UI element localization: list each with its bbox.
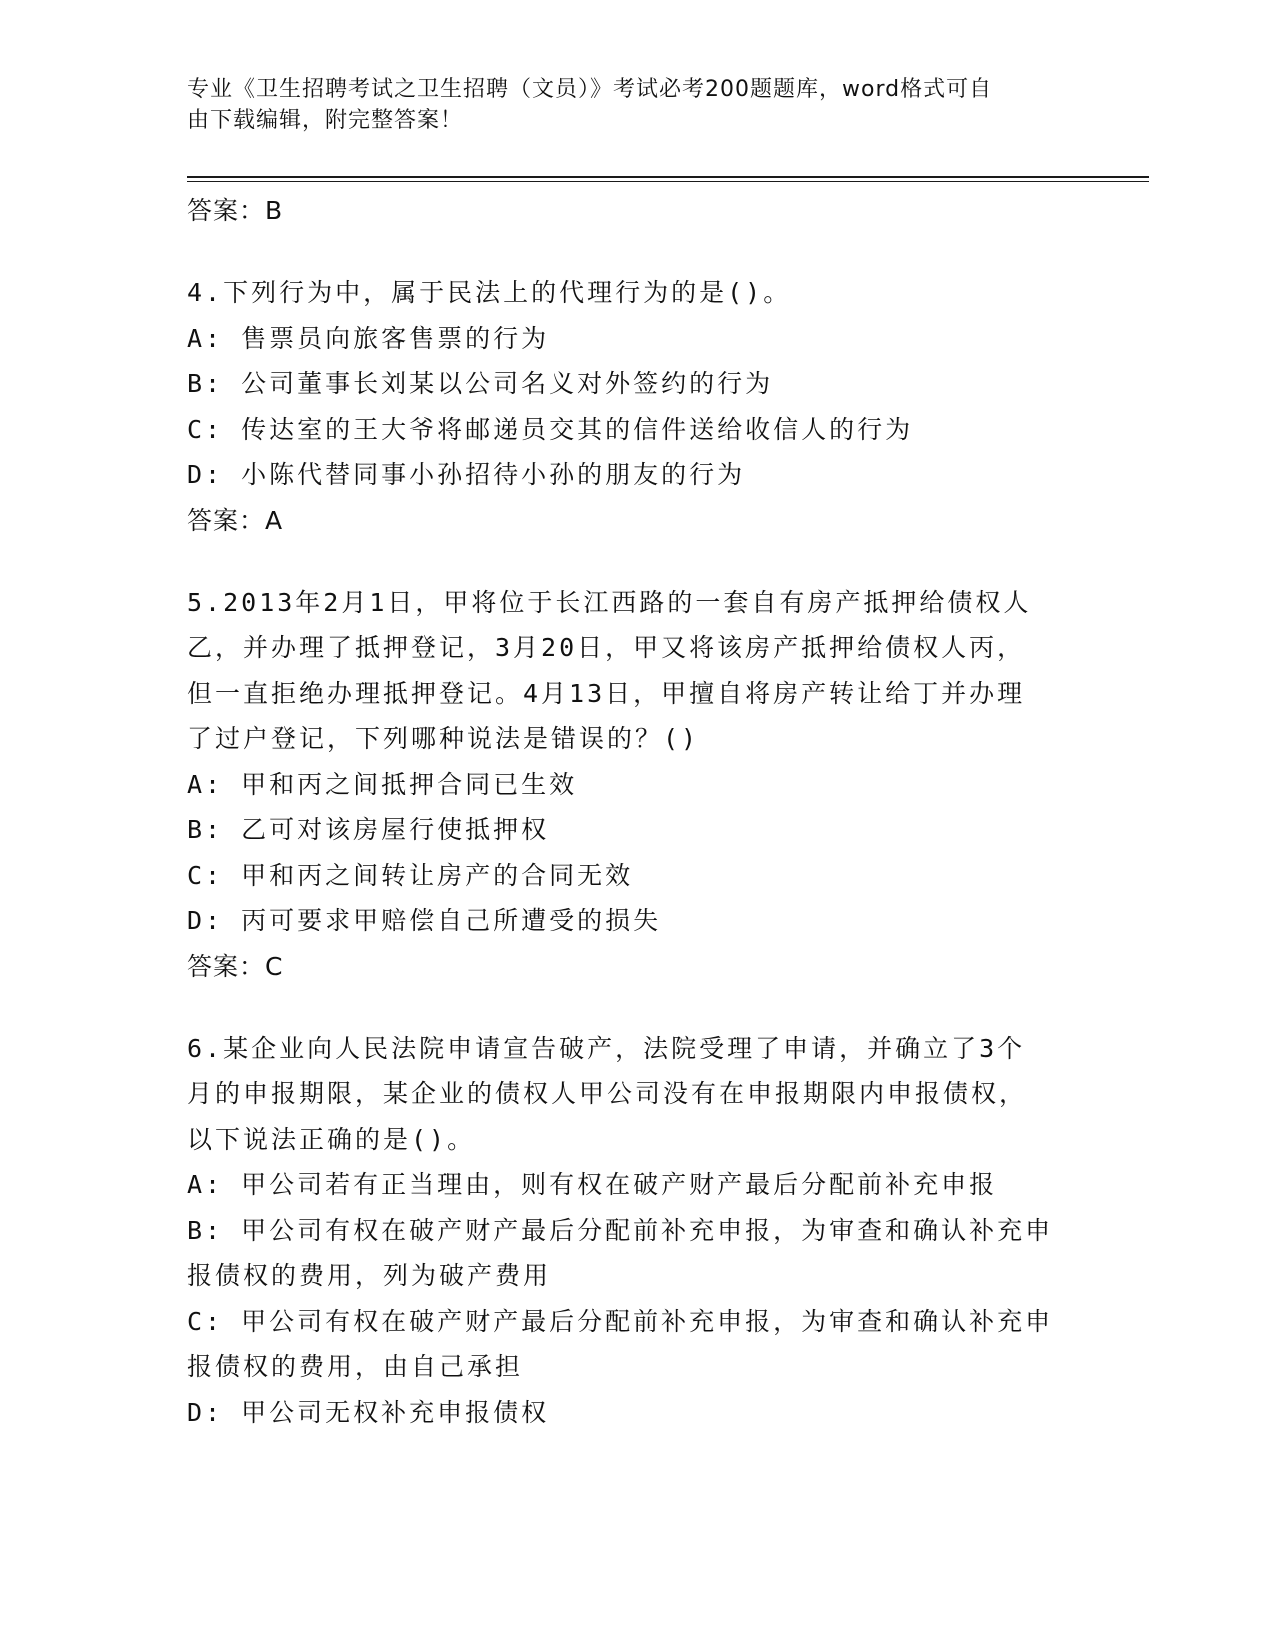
- header-divider-thin: [187, 181, 1149, 182]
- answer-label: 答案：C: [187, 951, 284, 981]
- option-c: C: 甲公司有权在破产财产最后分配前补充申报，为审查和确认补充申: [187, 1306, 1054, 1336]
- question-stem: 6.某企业向人民法院申请宣告破产，法院受理了申请，并确立了3个: [187, 1033, 1026, 1063]
- option-b: B: 乙可对该房屋行使抵押权: [187, 815, 550, 844]
- option-d: D: 丙可要求甲赔偿自己所遭受的损失: [187, 906, 662, 935]
- option-b: B: 公司董事长刘某以公司名义对外签约的行为: [187, 369, 774, 398]
- question-stem: 以下说法正确的是()。: [187, 1124, 476, 1154]
- question-stem: 但一直拒绝办理抵押登记。4月13日，甲擅自将房产转让给丁并办理: [187, 678, 1026, 708]
- option-a: A: 甲和丙之间抵押合同已生效: [187, 769, 578, 799]
- header-divider-thick: [187, 176, 1149, 178]
- option-c: C: 甲和丙之间转让房产的合同无效: [187, 860, 634, 890]
- question-block: [187, 1026, 1087, 1436]
- header-title-line-2: 由下载编辑，附完整答案！: [187, 108, 464, 133]
- header-title-line-1: 专业《卫生招聘考试之卫生招聘（文员）》考试必考200题题库，word格式可自: [187, 77, 993, 102]
- option-c-continued: 报债权的费用，由自己承担: [187, 1352, 524, 1381]
- option-d: D: 小陈代替同事小孙招待小孙的朋友的行为: [187, 460, 746, 489]
- option-d: D: 甲公司无权补充申报债权: [187, 1397, 550, 1427]
- option-c: C: 传达室的王大爷将邮递员交其的信件送给收信人的行为: [187, 414, 914, 444]
- question-stem: 5.2013年2月1日，甲将位于长江西路的一套自有房产抵押给债权人: [187, 587, 1032, 617]
- answer-label: 答案：B: [187, 196, 284, 225]
- option-a: A: 售票员向旅客售票的行为: [187, 323, 550, 353]
- question-stem: 了过户登记，下列哪种说法是错误的？(): [187, 724, 700, 753]
- document-header: [187, 74, 1067, 136]
- question-stem: 月的申报期限，某企业的债权人甲公司没有在申报期限内申报债权，: [187, 1079, 1028, 1108]
- option-b: B: 甲公司有权在破产财产最后分配前补充申报，为审查和确认补充申: [187, 1215, 1054, 1245]
- document-body: [187, 188, 1087, 1435]
- answer-label: 答案：A: [187, 505, 284, 535]
- option-b-continued: 报债权的费用，列为破产费用: [187, 1261, 552, 1290]
- question-stem: 乙，并办理了抵押登记，3月20日，甲又将该房产抵押给债权人丙，: [187, 633, 1026, 662]
- question-stem: 4.下列行为中，属于民法上的代理行为的是()。: [187, 278, 792, 307]
- question-block: [187, 270, 1087, 544]
- option-a: A: 甲公司若有正当理由，则有权在破产财产最后分配前补充申报: [187, 1170, 998, 1199]
- question-block: [187, 580, 1087, 990]
